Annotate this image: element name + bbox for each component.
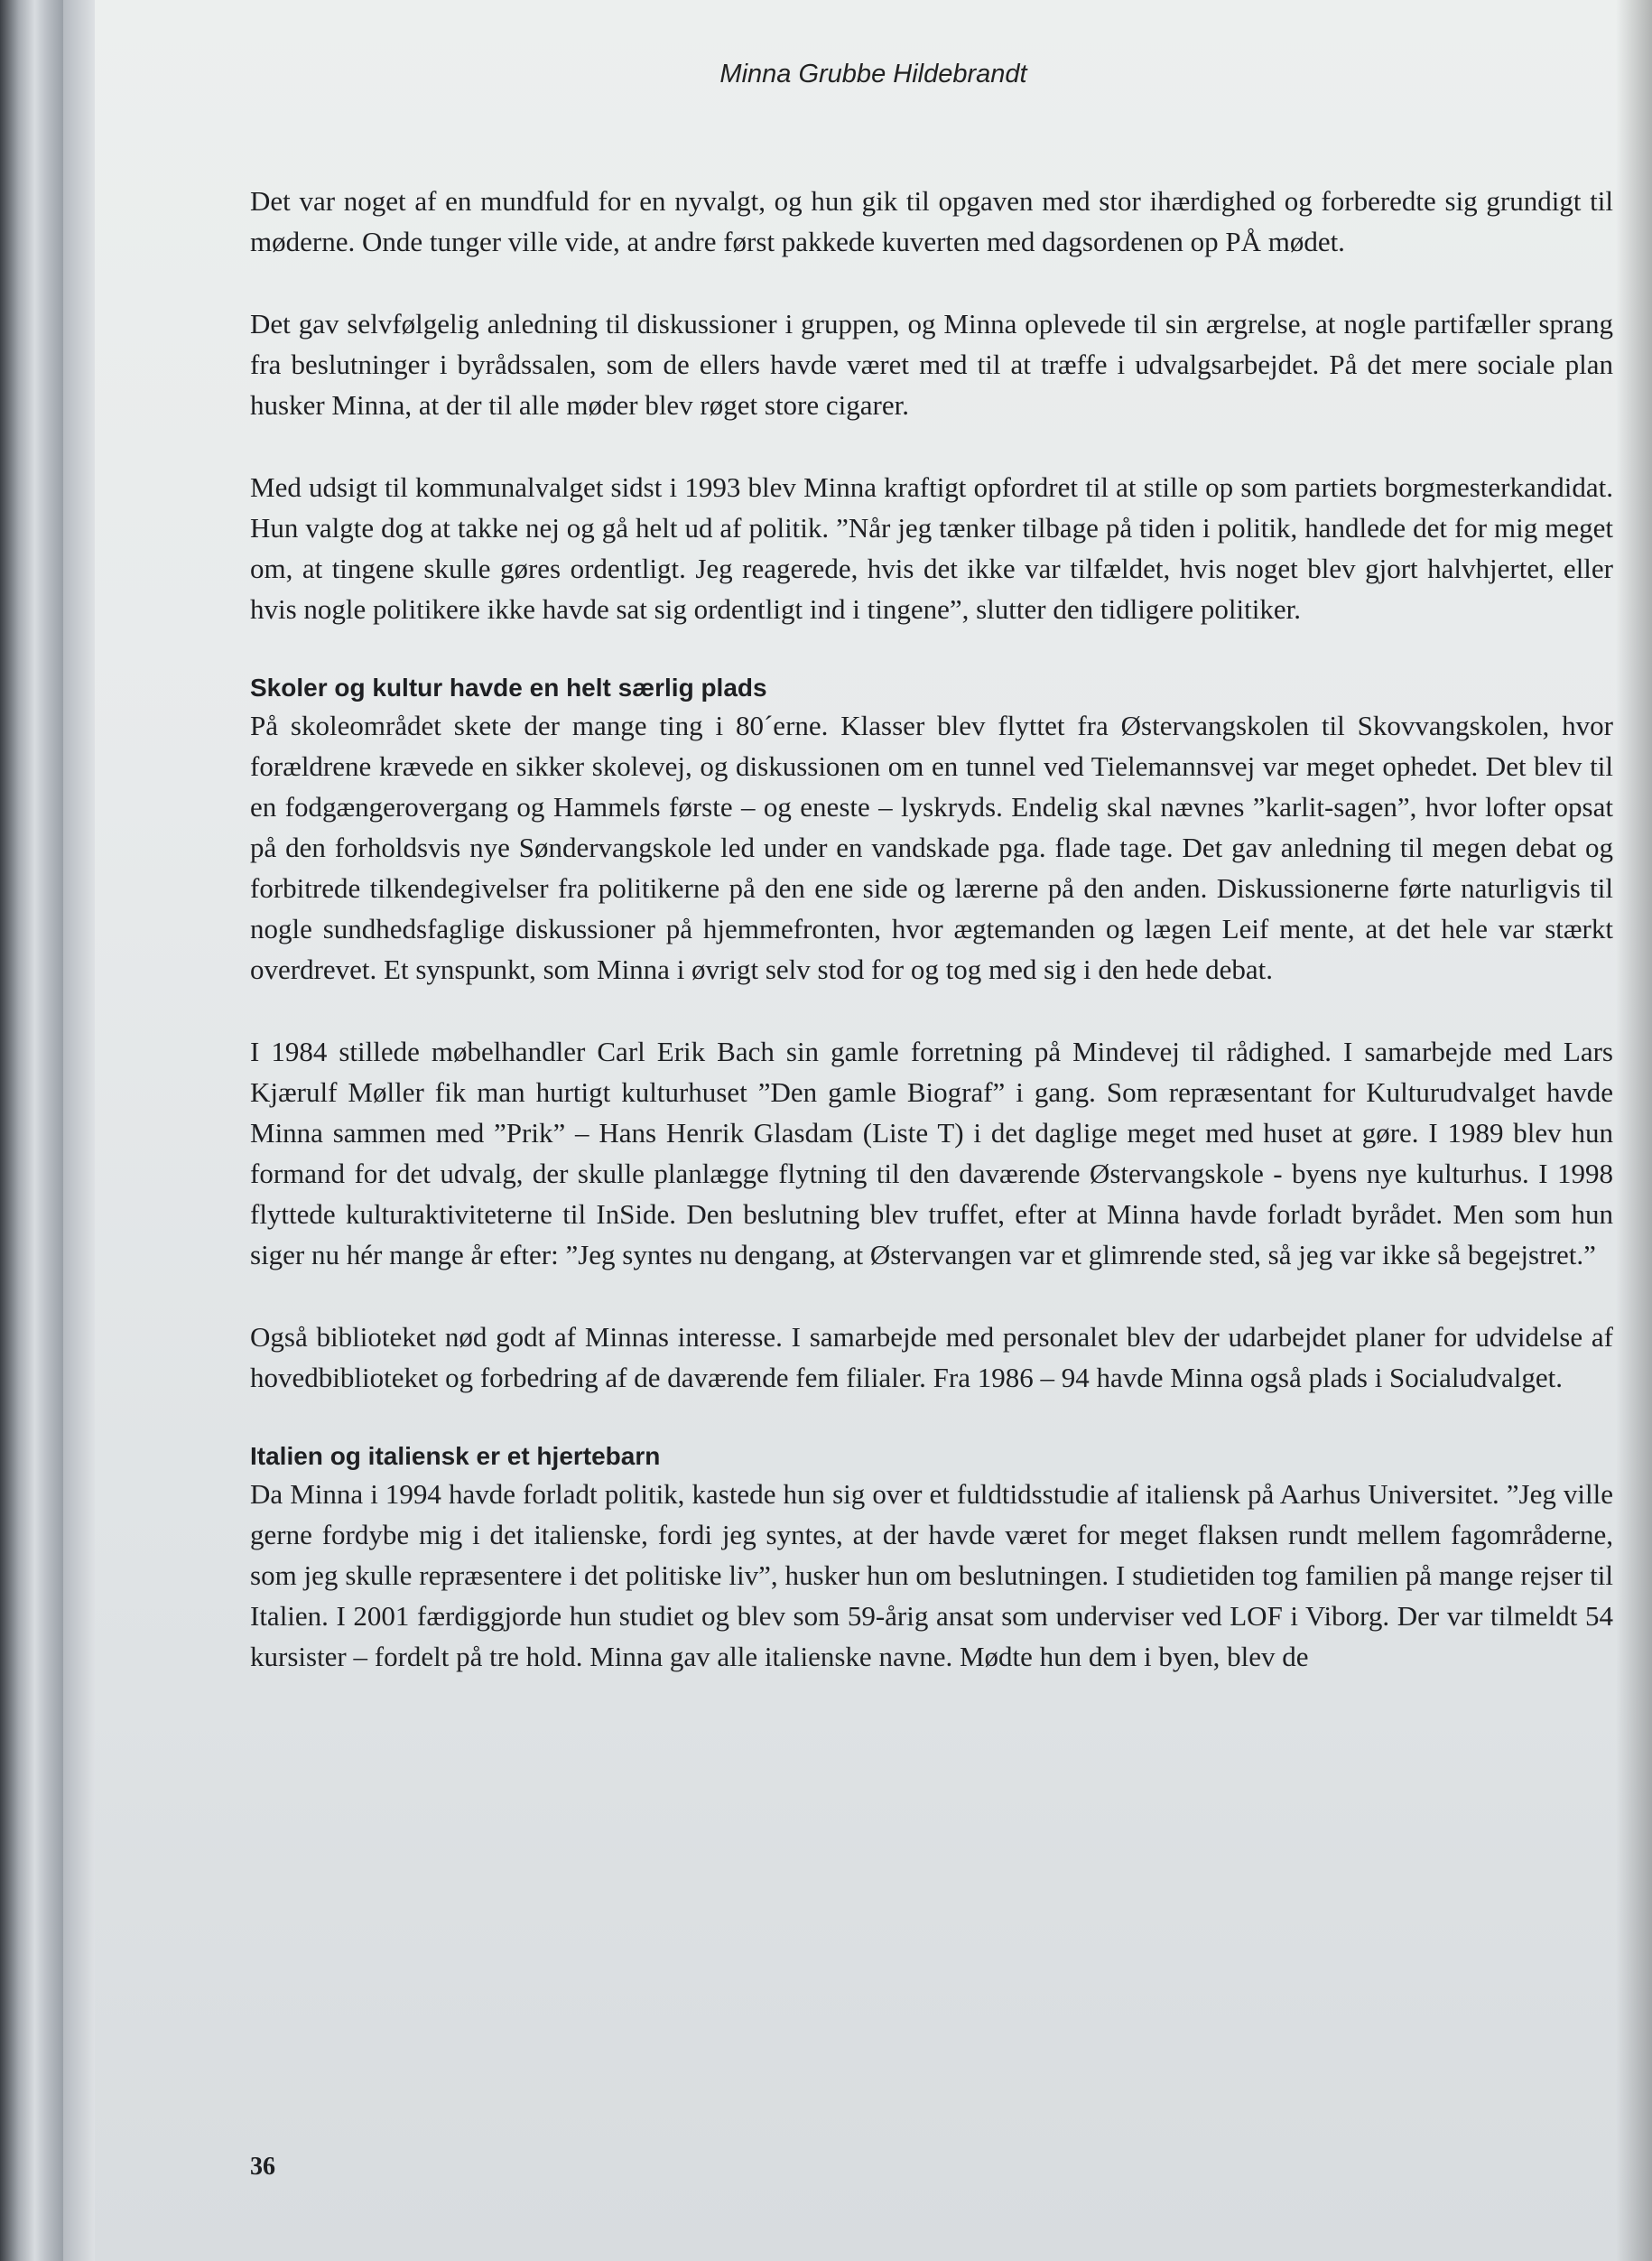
book-spine (0, 0, 63, 2261)
page-number: 36 (250, 2153, 275, 2181)
paragraph-3: Med udsigt til kommunalvalget sidst i 1993 blev Minna kraftigt opfordret til at stille op som partiets borgmesterkandidat. Hun valgte dog at takke nej og gå helt ud af politik. ”Når jeg tænker tilbage på tiden i politik, handlede det for mig meget om, at tingene skulle gøres ordentligt. Jeg reagerede, hvis det ikke var tilfældet, hvis noget blev gjort halvhjertet, eller hvis nogle politikere ikke havde sat sig ordentligt ind i tingene”, slutter den tidligere politiker. (250, 471, 1613, 625)
section-paragraph: På skoleområdet skete der mange ting i 80´erne. Klasser blev flyttet fra Østervangskolen til Skovvangskolen, hvor forældrene krævede en sikker skolevej, og diskussionen om en tunnel ved Tielemannsvej var meget ophedet. Det blev til en fodgængerovergang og Hammels første – og eneste – lyskryds. Endelig skal nævnes ”karlit-sagen”, hvor lofter opsat på den forholdsvis nye Søndervangskole led under en vandskade pga. flade tage. Det gav anledning til megen debat og forbitrede tilkendegivelser fra politikerne på den ene side og lærerne på den anden. Diskussionerne førte naturligvis til nogle sundhedsfaglige diskussioner på hjemmefronten, hvor ægtemanden og lægen Leif mente, at det hele var stærkt overdrevet. Et synspunkt, som Minna i øvrigt selv stod for og tog med sig i den hede debat. (250, 710, 1613, 985)
section-paragraph: Også biblioteket nød godt af Minnas interesse. I samarbejde med personalet blev der udarbejdet planer for udvidelse af hovedbiblioteket og forbedring af de daværende fem filialer. Fra 1986 – 94 havde Minna også plads i Socialudvalget. (250, 1321, 1613, 1393)
paragraph-2: Det gav selvfølgelig anledning til diskussioner i gruppen, og Minna oplevede til sin ærgrelse, at nogle partifæller sprang fra beslutninger i byrådssalen, som de ellers havde været med til at træffe i udvalgsarbejdet. På det mere sociale plan husker Minna, at der til alle møder blev røget store cigarer. (250, 308, 1613, 421)
running-header: Minna Grubbe Hildebrandt (719, 60, 1027, 88)
section-paragraph: Da Minna i 1994 havde forladt politik, kastede hun sig over et fuldtidsstudie af italiensk på Aarhus Universitet. ”Jeg ville gerne fordybe mig i det italienske, fordi jeg syntes, at der havde været for meget flaksen rundt mellem fagområderne, som jeg skulle repræsentere i det politiske liv”, husker hun om beslutningen. I studietiden tog familien på mange rejser til Italien. I 2001 færdiggjorde hun studiet og blev som 59-årig ansat som underviser ved LOF i Viborg. Der var tilmeldt 54 kursister – fordelt på tre hold. Minna gav alle italienske navne. Mødte hun dem i byen, blev de (250, 1478, 1613, 1672)
section-schools-culture (250, 671, 1613, 1398)
section-paragraph: I 1984 stillede møbelhandler Carl Erik Bach sin gamle forretning på Mindevej til rådighed. I samarbejde med Lars Kjærulf Møller fik man hurtigt kulturhuset ”Den gamle Biograf” i gang. Som repræsentant for Kulturudvalget havde Minna sammen med ”Prik” – Hans Henrik Glasdam (Liste T) i det daglige meget med huset at gøre. I 1989 blev hun formand for det udvalg, der skulle planlægge flytning til den daværende Østervangskole - byens nye kulturhus. I 1998 flyttede kulturaktiviteterne til InSide. Den beslutning blev truffet, efter at Minna havde forladt byrådet. Men som hun siger nu hér mange år efter: ”Jeg syntes nu dengang, at Østervangen var et glimrende sted, så jeg var ikke så begejstret.” (250, 1036, 1613, 1270)
section-heading: Skoler og kultur havde en helt særlig plads (250, 674, 767, 702)
page-content (250, 181, 1613, 1718)
section-heading: Italien og italiensk er et hjertebarn (250, 1442, 661, 1470)
page-shadow (1616, 0, 1652, 2261)
book-page (95, 0, 1652, 2261)
paragraph-1: Det var noget af en mundfuld for en nyvalgt, og hun gik til opgaven med stor ihærdighed og forberedte sig grundigt til møderne. Onde tunger ville vide, at andre først pakkede kuverten med dagsordenen op PÅ mødet. (250, 185, 1613, 257)
section-italy (250, 1439, 1613, 1677)
